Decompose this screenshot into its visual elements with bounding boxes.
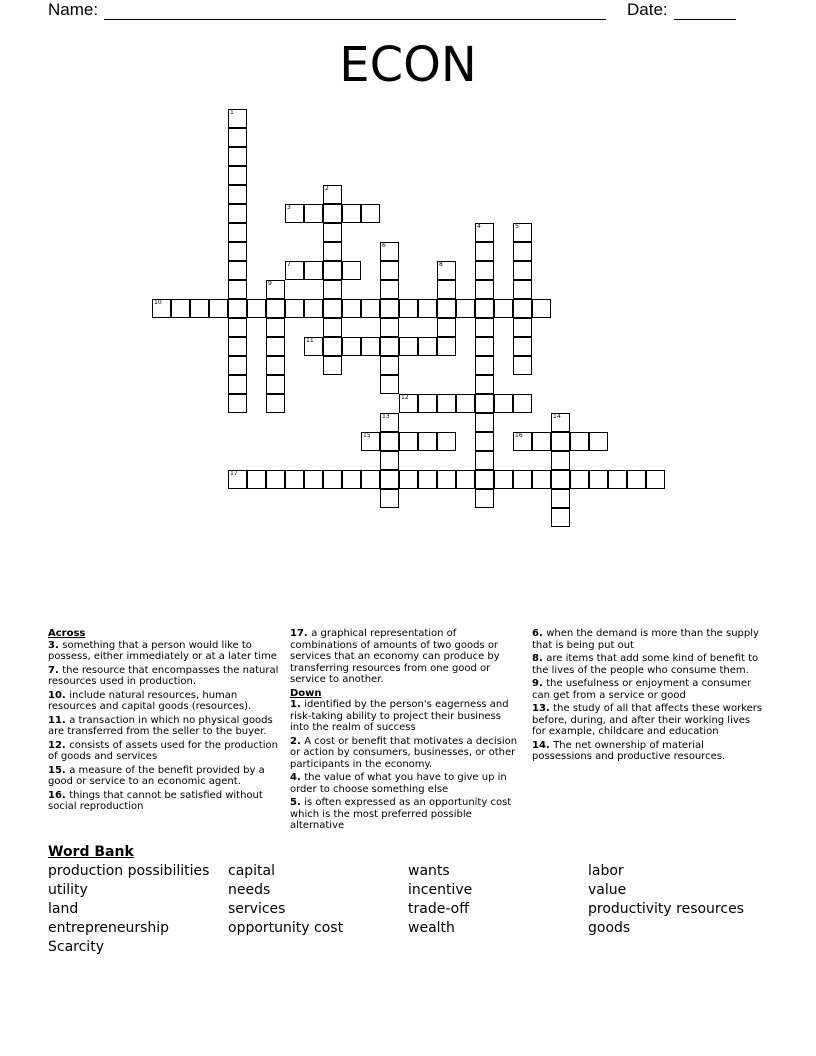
crossword-cell[interactable]	[228, 318, 247, 337]
word-bank-item: capital	[228, 863, 276, 879]
word-bank-item: Scarcity	[48, 939, 104, 955]
page-title: ECON	[339, 37, 477, 93]
name-label: Name:	[48, 0, 99, 19]
crossword-cell[interactable]	[209, 299, 228, 318]
crossword-cell[interactable]	[570, 432, 589, 451]
crossword-cell[interactable]	[475, 337, 494, 356]
clue-number-label: 13.	[532, 703, 554, 714]
down-clue: 13. the study of all that affects these workers before, during, and after their working lives for example, childcare and education	[532, 703, 763, 737]
clue-number-label: 5.	[290, 797, 305, 808]
word-bank-item: wants	[408, 863, 450, 879]
clue-number-label: 2.	[290, 735, 305, 747]
clue-number-label: 6.	[532, 628, 547, 639]
crossword-cell[interactable]	[380, 242, 399, 261]
crossword-cell[interactable]	[380, 356, 399, 375]
crossword-cell[interactable]	[323, 185, 342, 204]
down-clue: 2. A cost or benefit that motivates a decision or action by consumers, businesses, or other participants in the economy.	[290, 735, 518, 770]
crossword-cell[interactable]	[418, 337, 437, 356]
crossword-cell[interactable]	[228, 147, 247, 166]
down-clue: 4. the value of what you have to give up in order to choose something else	[290, 772, 507, 795]
crossword-cell[interactable]	[361, 432, 380, 451]
crossword-cell[interactable]	[323, 318, 342, 337]
clue-number-label: 1.	[290, 699, 305, 710]
across-clue-list	[48, 640, 280, 813]
across-clue: 11. a transaction in which no physical goods are transferred from the seller to the buyer.	[48, 714, 273, 737]
crossword-cell[interactable]	[266, 394, 285, 413]
crossword-cell[interactable]	[475, 242, 494, 261]
crossword-cell[interactable]	[285, 261, 304, 280]
crossword-cell[interactable]	[171, 299, 190, 318]
crossword-cell[interactable]	[380, 299, 399, 318]
crossword-cell[interactable]	[475, 318, 494, 337]
clue-number: 14	[553, 413, 561, 420]
clue-number: 4	[477, 223, 481, 230]
crossword-cell[interactable]	[228, 204, 247, 223]
crossword-cell[interactable]	[304, 299, 323, 318]
crossword-cell[interactable]	[513, 337, 532, 356]
clues-column-2	[290, 628, 522, 834]
word-bank-item: wealth	[408, 920, 455, 936]
crossword-cell[interactable]	[513, 223, 532, 242]
crossword-cell[interactable]	[323, 470, 342, 489]
word-bank-item: incentive	[408, 882, 473, 898]
across-clue: 10. include natural resources, human resources and capital goods (resources).	[48, 689, 252, 712]
clue-number: 13	[382, 413, 390, 420]
clue-number: 6	[382, 242, 386, 249]
crossword-cell[interactable]	[475, 470, 494, 489]
crossword-cell[interactable]	[342, 337, 361, 356]
crossword-cell[interactable]	[437, 470, 456, 489]
crossword-cell[interactable]	[608, 470, 627, 489]
crossword-cell[interactable]	[513, 261, 532, 280]
down-clue: 1. identified by the person's eagerness and risk-taking ability to project their business into the realm of success	[290, 699, 509, 733]
word-bank-item: services	[228, 901, 286, 917]
crossword-cell[interactable]	[551, 451, 570, 470]
clue-number-label: 12.	[48, 739, 70, 751]
crossword-cell[interactable]	[399, 394, 418, 413]
crossword-cell[interactable]	[475, 413, 494, 432]
clue-number: 1	[230, 109, 234, 116]
word-bank-item: needs	[228, 882, 271, 898]
crossword-cell[interactable]	[247, 299, 266, 318]
crossword-cell[interactable]	[285, 299, 304, 318]
crossword-cell[interactable]	[589, 432, 608, 451]
crossword-cell[interactable]	[380, 451, 399, 470]
crossword-cell[interactable]	[323, 356, 342, 375]
across-clue-list-continued	[290, 628, 522, 686]
crossword-cell[interactable]	[475, 489, 494, 508]
across-clue: 17. a graphical representation of combinations of amounts of two goods or services that an economy can produce by transferring resources from one good or service to another.	[290, 628, 500, 685]
crossword-cell[interactable]	[266, 299, 285, 318]
across-clue: 7. the resource that encompasses the natural resources used in production.	[48, 664, 279, 687]
crossword-cell[interactable]	[475, 223, 494, 242]
crossword-cell[interactable]	[475, 451, 494, 470]
crossword-cell[interactable]	[513, 356, 532, 375]
crossword-cell[interactable]	[342, 299, 361, 318]
down-clue-list-continued	[532, 628, 764, 763]
clue-number: 15	[363, 432, 371, 439]
clue-number: 17	[230, 470, 238, 477]
crossword-cell[interactable]	[494, 299, 513, 318]
crossword-cell[interactable]	[475, 432, 494, 451]
crossword-cell[interactable]	[247, 470, 266, 489]
clue-number-label: 16.	[48, 789, 70, 801]
crossword-cell[interactable]	[304, 204, 323, 223]
word-bank-item: goods	[588, 920, 631, 936]
crossword-cell[interactable]	[361, 337, 380, 356]
word-bank-item: productivity resources	[588, 901, 744, 917]
down-clue-list	[290, 699, 522, 832]
crossword-cell[interactable]	[266, 280, 285, 299]
crossword-cell[interactable]	[513, 394, 532, 413]
across-clue: 16. things that cannot be satisfied without social reproduction	[48, 789, 263, 812]
crossword-cell[interactable]	[399, 337, 418, 356]
crossword-cell[interactable]	[323, 204, 342, 223]
crossword-cell[interactable]	[437, 318, 456, 337]
crossword-cell[interactable]	[475, 356, 494, 375]
crossword-cell[interactable]	[456, 394, 475, 413]
crossword-cell[interactable]	[304, 261, 323, 280]
clue-number: 10	[154, 299, 162, 306]
crossword-cell[interactable]	[304, 337, 323, 356]
down-clue: 5. is often expressed as an opportunity cost which is the most preferred possible alternative	[290, 797, 512, 831]
across-clue: 12. consists of assets used for the production of goods and services	[48, 739, 278, 762]
crossword-cell[interactable]	[285, 470, 304, 489]
across-clue: 15. a measure of the benefit provided by a good or service to an economic agent.	[48, 764, 265, 787]
clue-number: 3	[287, 204, 291, 211]
across-clue: 3. something that a person would like to possess, either immediately or at a later time	[48, 639, 277, 662]
crossword-cell[interactable]	[285, 204, 304, 223]
clue-number-label: 14.	[532, 739, 554, 751]
date-label: Date:	[627, 0, 668, 19]
word-bank-item: utility	[48, 882, 88, 898]
clue-number: 8	[439, 261, 443, 268]
crossword-cell[interactable]	[437, 280, 456, 299]
clue-number: 12	[401, 394, 409, 401]
crossword-cell[interactable]	[494, 394, 513, 413]
word-bank-item: production possibilities	[48, 863, 210, 879]
crossword-cell[interactable]	[266, 318, 285, 337]
crossword-cell[interactable]	[380, 337, 399, 356]
crossword-cell[interactable]	[380, 470, 399, 489]
crossword-cell[interactable]	[494, 470, 513, 489]
crossword-cell[interactable]	[228, 337, 247, 356]
crossword-cell[interactable]	[380, 375, 399, 394]
crossword-cell[interactable]	[437, 432, 456, 451]
word-bank-item: labor	[588, 863, 624, 879]
crossword-cell[interactable]	[380, 413, 399, 432]
crossword-cell[interactable]	[228, 166, 247, 185]
clues-column-1	[48, 628, 280, 815]
clue-number-label: 3.	[48, 639, 63, 651]
word-bank-item: opportunity cost	[228, 920, 344, 936]
across-heading: Across	[48, 628, 86, 639]
crossword-cell[interactable]	[190, 299, 209, 318]
crossword-cell[interactable]	[551, 432, 570, 451]
crossword-cell[interactable]	[228, 128, 247, 147]
down-clue: 6. when the demand is more than the supply that is being put out	[532, 628, 759, 651]
crossword-cell[interactable]	[437, 337, 456, 356]
crossword-cell[interactable]	[456, 470, 475, 489]
crossword-cell[interactable]	[513, 432, 532, 451]
word-bank-item: land	[48, 901, 79, 917]
crossword-cell[interactable]	[323, 242, 342, 261]
crossword-cell[interactable]	[475, 375, 494, 394]
crossword-cell[interactable]	[646, 470, 665, 489]
crossword-cell[interactable]	[399, 432, 418, 451]
crossword-cell[interactable]	[266, 375, 285, 394]
crossword-cell[interactable]	[380, 261, 399, 280]
crossword-cell[interactable]	[418, 394, 437, 413]
crossword-cell[interactable]	[532, 470, 551, 489]
crossword-cell[interactable]	[513, 299, 532, 318]
clue-number: 5	[515, 223, 519, 230]
crossword-cell[interactable]	[513, 242, 532, 261]
crossword-cell[interactable]	[342, 470, 361, 489]
crossword-cell[interactable]	[228, 299, 247, 318]
crossword-cell[interactable]	[342, 261, 361, 280]
crossword-cell[interactable]	[380, 280, 399, 299]
crossword-cell[interactable]	[418, 432, 437, 451]
crossword-cell[interactable]	[418, 470, 437, 489]
crossword-cell[interactable]	[228, 470, 247, 489]
down-clue: 9. the usefulness or enjoyment a consumer can get from a service or good	[532, 678, 752, 701]
crossword-cell[interactable]	[323, 280, 342, 299]
crossword-cell[interactable]	[342, 204, 361, 223]
down-clue: 8. are items that add some kind of benefit to the lives of the people who consume them.	[532, 653, 759, 676]
crossword-cell[interactable]	[228, 185, 247, 204]
crossword-cell[interactable]	[437, 394, 456, 413]
crossword-cell[interactable]	[437, 299, 456, 318]
crossword-cell[interactable]	[532, 299, 551, 318]
clue-number: 16	[515, 432, 523, 439]
crossword-cell[interactable]	[266, 337, 285, 356]
crossword-cell[interactable]	[228, 109, 247, 128]
crossword-cell[interactable]	[475, 261, 494, 280]
crossword-cell[interactable]	[551, 489, 570, 508]
word-bank-item: entrepreneurship	[48, 920, 170, 936]
crossword-cell[interactable]	[570, 470, 589, 489]
crossword-cell[interactable]	[228, 223, 247, 242]
crossword-cell[interactable]	[228, 375, 247, 394]
crossword-cell[interactable]	[228, 356, 247, 375]
crossword-cell[interactable]	[228, 261, 247, 280]
crossword-cell[interactable]	[532, 432, 551, 451]
crossword-cell[interactable]	[266, 356, 285, 375]
clue-number-label: 11.	[48, 714, 70, 726]
word-bank-item: value	[588, 882, 627, 898]
crossword-cell[interactable]	[228, 242, 247, 261]
crossword-cell[interactable]	[475, 394, 494, 413]
crossword-cell[interactable]	[399, 470, 418, 489]
clues-column-3	[532, 628, 764, 765]
clue-number-label: 10.	[48, 689, 70, 701]
crossword-cell[interactable]	[399, 299, 418, 318]
crossword-cell[interactable]	[152, 299, 171, 318]
crossword-cell[interactable]	[589, 470, 608, 489]
crossword-cell[interactable]	[361, 470, 380, 489]
crossword-cell[interactable]	[228, 394, 247, 413]
clue-number-label: 4.	[290, 772, 305, 783]
clue-number: 2	[325, 185, 329, 192]
crossword-cell[interactable]	[627, 470, 646, 489]
crossword-cell[interactable]	[551, 413, 570, 432]
crossword-cell[interactable]	[323, 337, 342, 356]
clue-number-label: 15.	[48, 764, 70, 776]
clue-number-label: 17.	[290, 628, 312, 639]
crossword-cell[interactable]	[361, 299, 380, 318]
crossword-cell[interactable]	[551, 470, 570, 489]
crossword-cell[interactable]	[418, 299, 437, 318]
clue-number-label: 9.	[532, 678, 547, 689]
clue-number: 11	[306, 337, 314, 344]
crossword-cell[interactable]	[380, 489, 399, 508]
crossword-cell[interactable]	[228, 280, 247, 299]
crossword-cell[interactable]	[551, 508, 570, 527]
clue-number: 9	[268, 280, 272, 287]
clue-number-label: 8.	[532, 653, 547, 664]
clue-number-label: 7.	[48, 664, 63, 676]
crossword-cell[interactable]	[266, 470, 285, 489]
crossword-cell[interactable]	[475, 299, 494, 318]
word-bank-item: trade-off	[408, 901, 469, 917]
clue-number: 7	[287, 261, 291, 268]
crossword-cell[interactable]	[323, 261, 342, 280]
crossword-cell[interactable]	[475, 280, 494, 299]
crossword-cell[interactable]	[304, 470, 323, 489]
crossword-cell[interactable]	[456, 299, 475, 318]
crossword-cell[interactable]	[380, 432, 399, 451]
crossword-cell[interactable]	[513, 470, 532, 489]
crossword-cell[interactable]	[513, 318, 532, 337]
down-clue: 14. The net ownership of material possessions and productive resources.	[532, 739, 726, 762]
word-bank-title: Word Bank	[48, 844, 134, 860]
crossword-cell[interactable]	[361, 204, 380, 223]
down-heading: Down	[290, 687, 322, 699]
crossword-cell[interactable]	[323, 223, 342, 242]
crossword-cell[interactable]	[513, 280, 532, 299]
crossword-cell[interactable]	[437, 261, 456, 280]
crossword-cell[interactable]	[323, 299, 342, 318]
crossword-cell[interactable]	[380, 318, 399, 337]
